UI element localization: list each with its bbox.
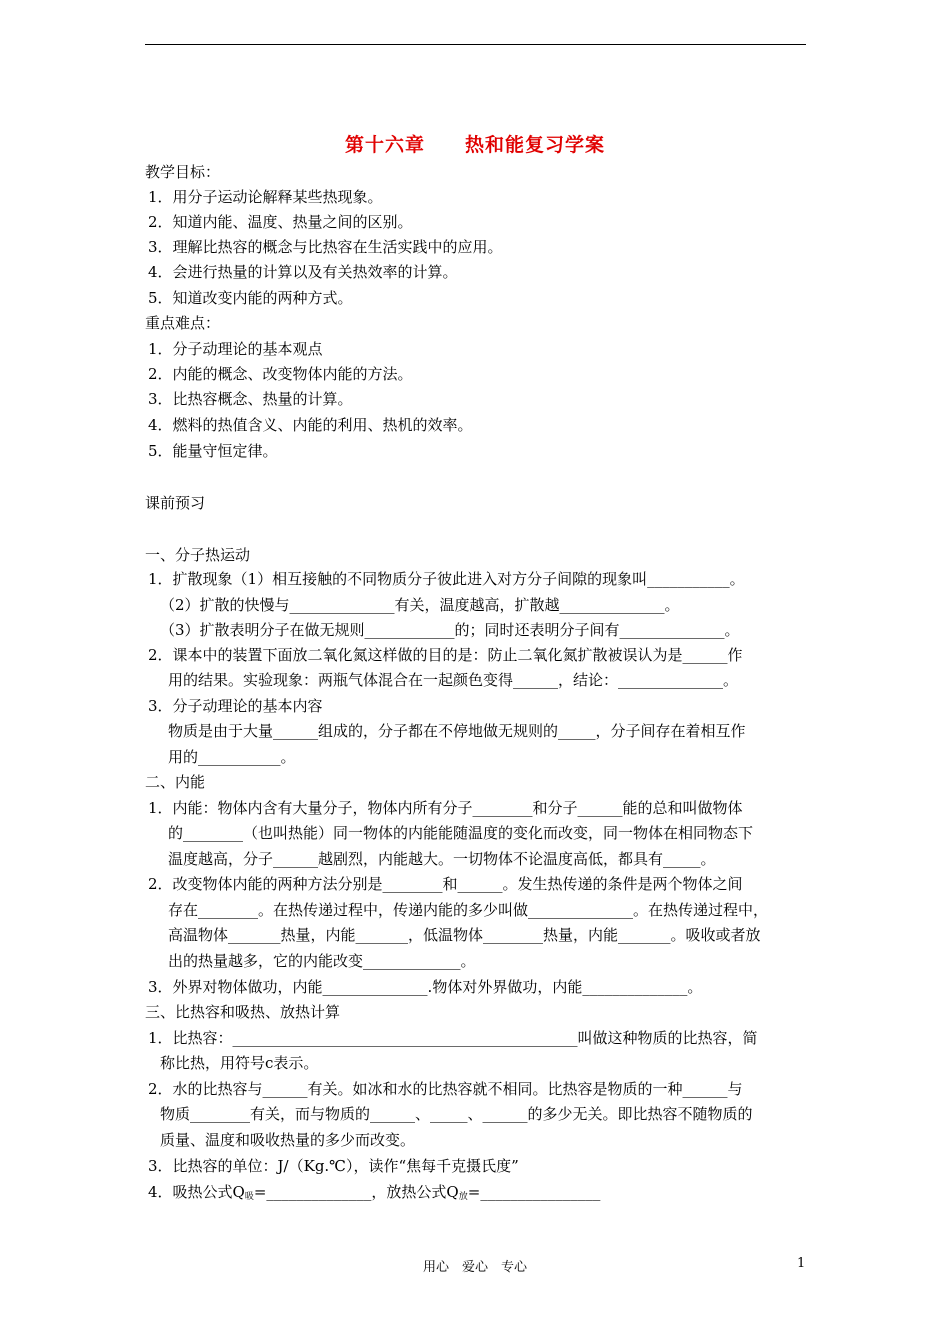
text-line: 1．比热容：______________________________________________叫做这种物质的比热容，简 <box>148 1029 758 1047</box>
text-line: 2．知道内能、温度、热量之间的区别。 <box>148 213 413 231</box>
text-line: 2．内能的概念、改变物体内能的方法。 <box>148 365 413 383</box>
text-line: 三、比热容和吸热、放热计算 <box>145 1003 341 1021</box>
formula-line: 4．吸热公式$Q_吸=\_\_\_\_\_\_\_\_\_\_\_\_\_\_$，放热公式$Q_放=\_\_\_\_\_\_\_\_\_\_\_\_\_\_\_\_$ <box>148 1183 601 1202</box>
text-line: 4．燃料的热值含义、内能的利用、热机的效率。 <box>148 416 473 434</box>
text-line: 1．内能：物体内含有大量分子，物体内所有分子________和分子______能的总和叫做物体 <box>148 799 743 817</box>
text-line: 存在________。在热传递过程中，传递内能的多少叫做______________。在热传递过程中， <box>168 901 769 919</box>
text-line: 3．外界对物体做功，内能______________.物体对外界做功，内能______________。 <box>148 978 703 996</box>
text-line: 4．会进行热量的计算以及有关热效率的计算。 <box>148 263 458 281</box>
text-line: 重点难点： <box>145 314 221 332</box>
text-line: 课前预习 <box>145 494 206 512</box>
text-line: 称比热，用符号c表示。 <box>160 1054 319 1072</box>
text-line: 教学目标： <box>145 163 221 181</box>
text-line: 5．能量守恒定律。 <box>148 442 278 460</box>
text-line: 1．扩散现象（1）相互接触的不同物质分子彼此进入对方分子间隙的现象叫___________。 <box>148 570 745 588</box>
page-title <box>0 130 950 157</box>
text-line: 物质是由于大量______组成的，分子都在不停地做无规则的_____，分子间存在着相互作 <box>168 722 746 740</box>
text-line: 温度越高，分子______越剧烈，内能越大。一切物体不论温度高低，都具有_____。 <box>168 850 716 868</box>
text-line: 1．分子动理论的基本观点 <box>148 340 323 358</box>
text-line: 的________（也叫热能）同一物体的内能能随温度的变化而改变，同一物体在相同物态下 <box>168 824 754 842</box>
text-line: 高温物体_______热量，内能_______，低温物体________热量，内能_______。吸收或者放 <box>168 926 761 944</box>
text-line: 出的热量越多，它的内能改变_____________。 <box>168 952 476 970</box>
header-rule <box>145 44 806 45</box>
text-line: 1．用分子运动论解释某些热现象。 <box>148 188 383 206</box>
page-number: 1 <box>797 1256 806 1271</box>
text-line: 质量、温度和吸收热量的多少而改变。 <box>160 1131 416 1149</box>
text-line: 2．改变物体内能的两种方法分别是________和______。发生热传递的条件是两个物体之间 <box>148 875 743 893</box>
page-footer: 用心 爱心 专心 <box>422 1260 527 1275</box>
text-line: 3．理解比热容的概念与比热容在生活实践中的应用。 <box>148 238 503 256</box>
text-line: 5．知道改变内能的两种方式。 <box>148 289 353 307</box>
text-line: 3．比热容概念、热量的计算。 <box>148 390 353 408</box>
title-chapter: 第十六章 <box>344 134 425 156</box>
text-line: 物质________有关，而与物质的______、_____、______的多少无关。即比热容不随物质的 <box>160 1105 753 1123</box>
text-line: 用的结果。实验现象：两瓶气体混合在一起颜色变得______，结论：______________。 <box>168 671 739 689</box>
text-line: 2．水的比热容与______有关。如冰和水的比热容就不相同。比热容是物质的一种______与 <box>148 1080 743 1098</box>
text-line: 一、分子热运动 <box>145 546 251 564</box>
text-line: 3．比热容的单位：J/（Kg.℃），读作“焦每千克摄氏度” <box>148 1157 519 1175</box>
text-line: （3）扩散表明分子在做无规则____________的；同时还表明分子间有______________。 <box>160 621 740 639</box>
text-line: 3．分子动理论的基本内容 <box>148 697 323 715</box>
text-line: 2．课本中的装置下面放二氧化氮这样做的目的是：防止二氧化氮扩散被误认为是______作 <box>148 646 743 664</box>
title-topic: 热和能复习学案 <box>465 134 606 156</box>
text-line: （2）扩散的快慢与______________有关，温度越高，扩散越______________。 <box>160 596 680 614</box>
text-line: 用的___________。 <box>168 748 296 766</box>
text-line: 二、内能 <box>145 773 206 791</box>
